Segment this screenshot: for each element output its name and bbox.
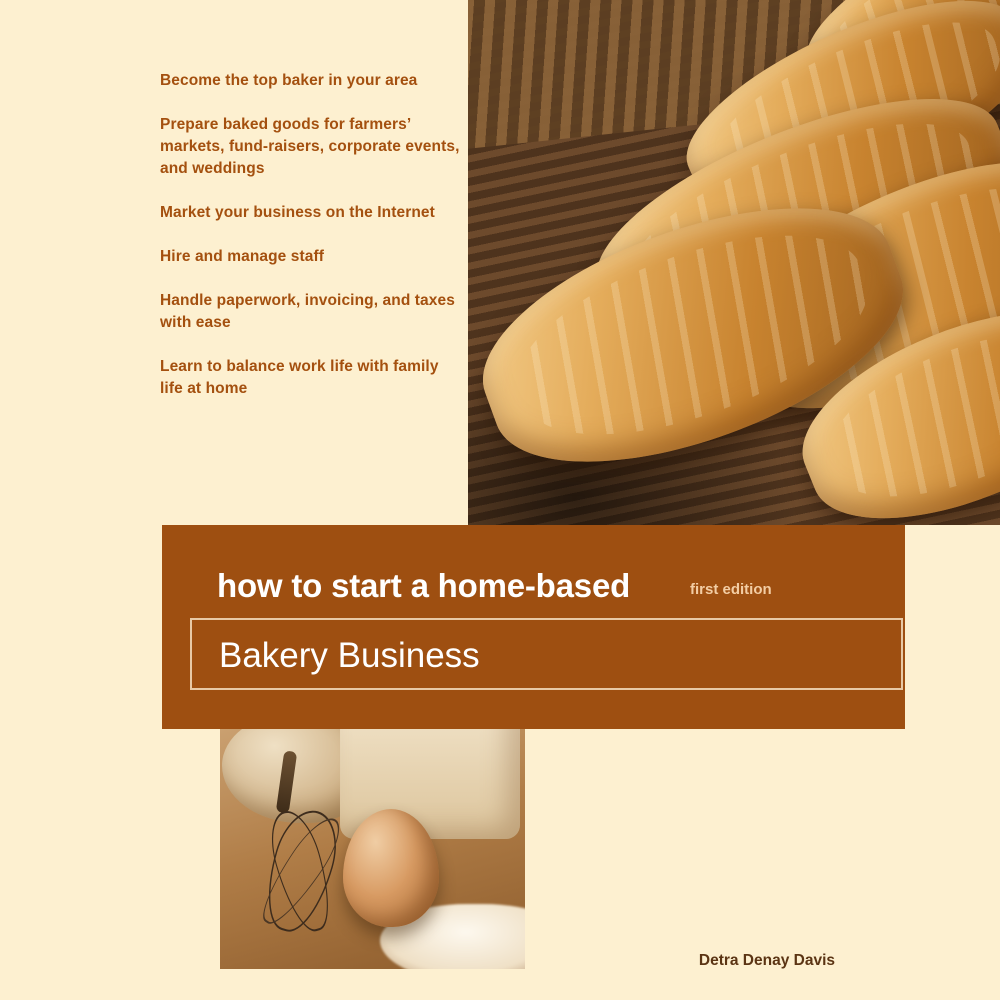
author-name: Detra Denay Davis [698, 952, 835, 969]
bread-loaves-photo [468, 0, 1000, 525]
title-band [162, 525, 905, 729]
whisk-icon [230, 789, 360, 939]
list-item: Hire and manage staff [160, 248, 325, 265]
list-item: Become the top baker in your area [160, 72, 418, 89]
page-title-secondary: Bakery Business [219, 636, 480, 675]
list-item: Prepare baked goods for farmers’ markets, fund-raisers, corporate events, and weddings [160, 116, 460, 177]
list-item: Market your business on the Internet [160, 204, 435, 221]
title-box [190, 618, 903, 690]
edition-label: first edition [690, 581, 772, 598]
egg-whisk-flour-photo [220, 729, 525, 969]
list-item: Handle paperwork, invoicing, and taxes with ease [160, 292, 455, 331]
page-title-primary: how to start a home-based [217, 567, 631, 604]
list-item: Learn to balance work life with family life at home [160, 358, 439, 397]
selling-points-list [160, 70, 460, 422]
